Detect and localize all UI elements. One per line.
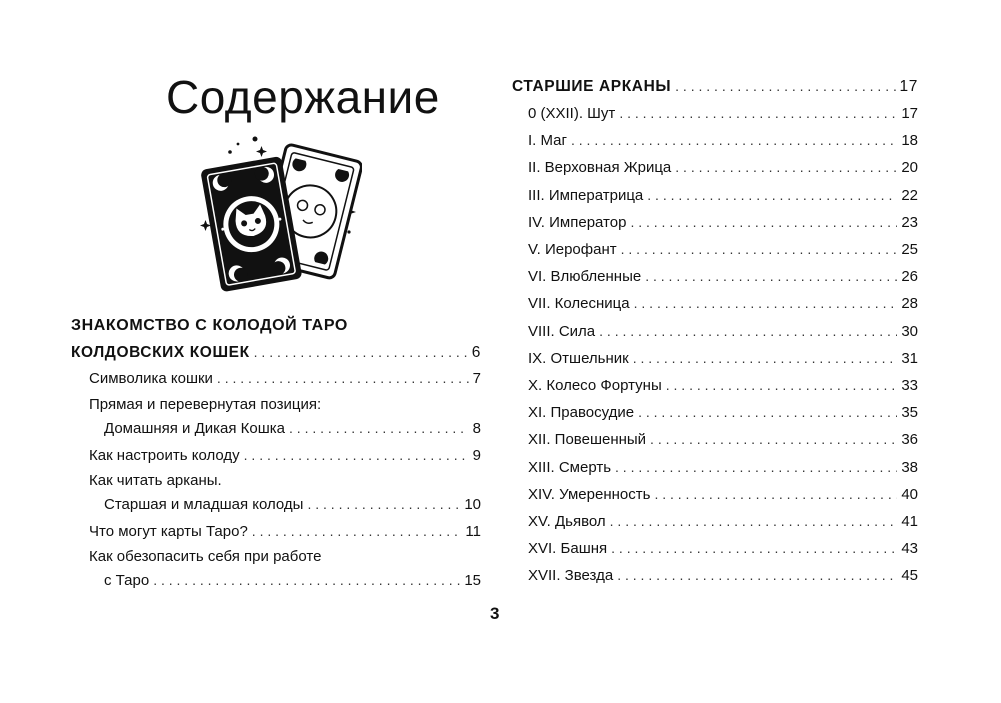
leader-dots — [153, 571, 460, 589]
leader-dots — [252, 522, 462, 540]
toc-entry[interactable]: XIV. Умеренность . . . 40 — [528, 485, 918, 504]
toc-entry[interactable]: XVII. Звезда . . . 45 — [528, 566, 918, 585]
leader-dots — [633, 349, 898, 367]
leader-dots — [611, 539, 897, 557]
toc-entry[interactable]: с Таро . . . 15 — [104, 571, 481, 590]
toc-entry[interactable]: Домашняя и Дикая Кошка . . . 8 — [104, 419, 481, 438]
leader-dots — [254, 343, 468, 361]
leader-dots — [634, 294, 898, 312]
toc-entry[interactable]: XII. Повешенный . . . 36 — [528, 430, 918, 449]
toc-entry[interactable]: II. Верховная Жрица . . . 20 — [528, 158, 918, 177]
tarot-cards-cat-icon — [192, 132, 362, 292]
leader-dots — [647, 186, 897, 204]
toc-entry[interactable]: XVI. Башня . . . 43 — [528, 539, 918, 558]
leader-dots — [675, 158, 897, 176]
toc-entry[interactable]: VII. Колесница . . . 28 — [528, 294, 918, 313]
toc-entry[interactable]: I. Маг . . . 18 — [528, 131, 918, 150]
leader-dots — [610, 512, 898, 530]
toc-entry-line1: Как обезопасить себя при работе — [89, 548, 322, 565]
leader-dots — [617, 566, 897, 584]
toc-entry[interactable]: IX. Отшельник . . . 31 — [528, 349, 918, 368]
leader-dots — [650, 430, 897, 448]
leader-dots — [638, 403, 897, 421]
leader-dots — [289, 419, 469, 437]
leader-dots — [599, 322, 897, 340]
leader-dots — [621, 240, 898, 258]
toc-entry[interactable]: Что могут карты Таро? . . . 11 — [89, 522, 481, 541]
toc-entry[interactable]: Старшая и младшая колоды . . . 10 — [104, 495, 481, 514]
leader-dots — [244, 446, 469, 464]
toc-entry[interactable]: XIII. Смерть . . . 38 — [528, 458, 918, 477]
toc-entry[interactable]: IV. Император . . . 23 — [528, 213, 918, 232]
page-number: 6 — [471, 344, 481, 361]
leader-dots — [307, 495, 460, 513]
toc-entry[interactable]: XI. Правосудие . . . 35 — [528, 403, 918, 422]
toc-section-entry[interactable] — [512, 77, 918, 96]
section-title-line1: ЗНАКОМСТВО С КОЛОДОЙ ТАРО — [71, 317, 348, 334]
toc-entry[interactable]: 0 (XXII). Шут . . . 17 — [528, 104, 918, 123]
toc-entry[interactable]: X. Колесо Фортуны . . . 33 — [528, 376, 918, 395]
toc-entry[interactable]: V. Иерофант . . . 25 — [528, 240, 918, 259]
page-number: 17 — [899, 78, 918, 95]
leader-dots — [630, 213, 897, 231]
page-title: Содержание — [166, 71, 440, 123]
toc-entry[interactable]: VI. Влюбленные . . . 26 — [528, 267, 918, 286]
leader-dots — [217, 369, 469, 387]
toc-entry[interactable]: Как настроить колоду . . . 9 — [89, 446, 481, 465]
section-title-line2: КОЛДОВСКИХ КОШЕК — [71, 344, 250, 361]
leader-dots — [675, 77, 895, 95]
leader-dots — [615, 458, 897, 476]
toc-entry[interactable]: Символика кошки . . . 7 — [89, 369, 481, 388]
leader-dots — [571, 131, 897, 149]
leader-dots — [666, 376, 898, 394]
toc-entry[interactable]: VIII. Сила . . . 30 — [528, 322, 918, 341]
leader-dots — [654, 485, 897, 503]
toc-entry[interactable]: III. Императрица . . . 22 — [528, 186, 918, 205]
leader-dots — [645, 267, 897, 285]
leader-dots — [619, 104, 897, 122]
page-number-footer: 3 — [490, 604, 500, 623]
toc-entry-line1: Прямая и перевернутая позиция: — [89, 396, 322, 413]
toc-entry-line1: Как читать арканы. — [89, 472, 222, 489]
toc-section-entry[interactable] — [71, 343, 481, 362]
section-title: СТАРШИЕ АРКАНЫ — [512, 78, 672, 95]
toc-entry[interactable]: XV. Дьявол . . . 41 — [528, 512, 918, 531]
